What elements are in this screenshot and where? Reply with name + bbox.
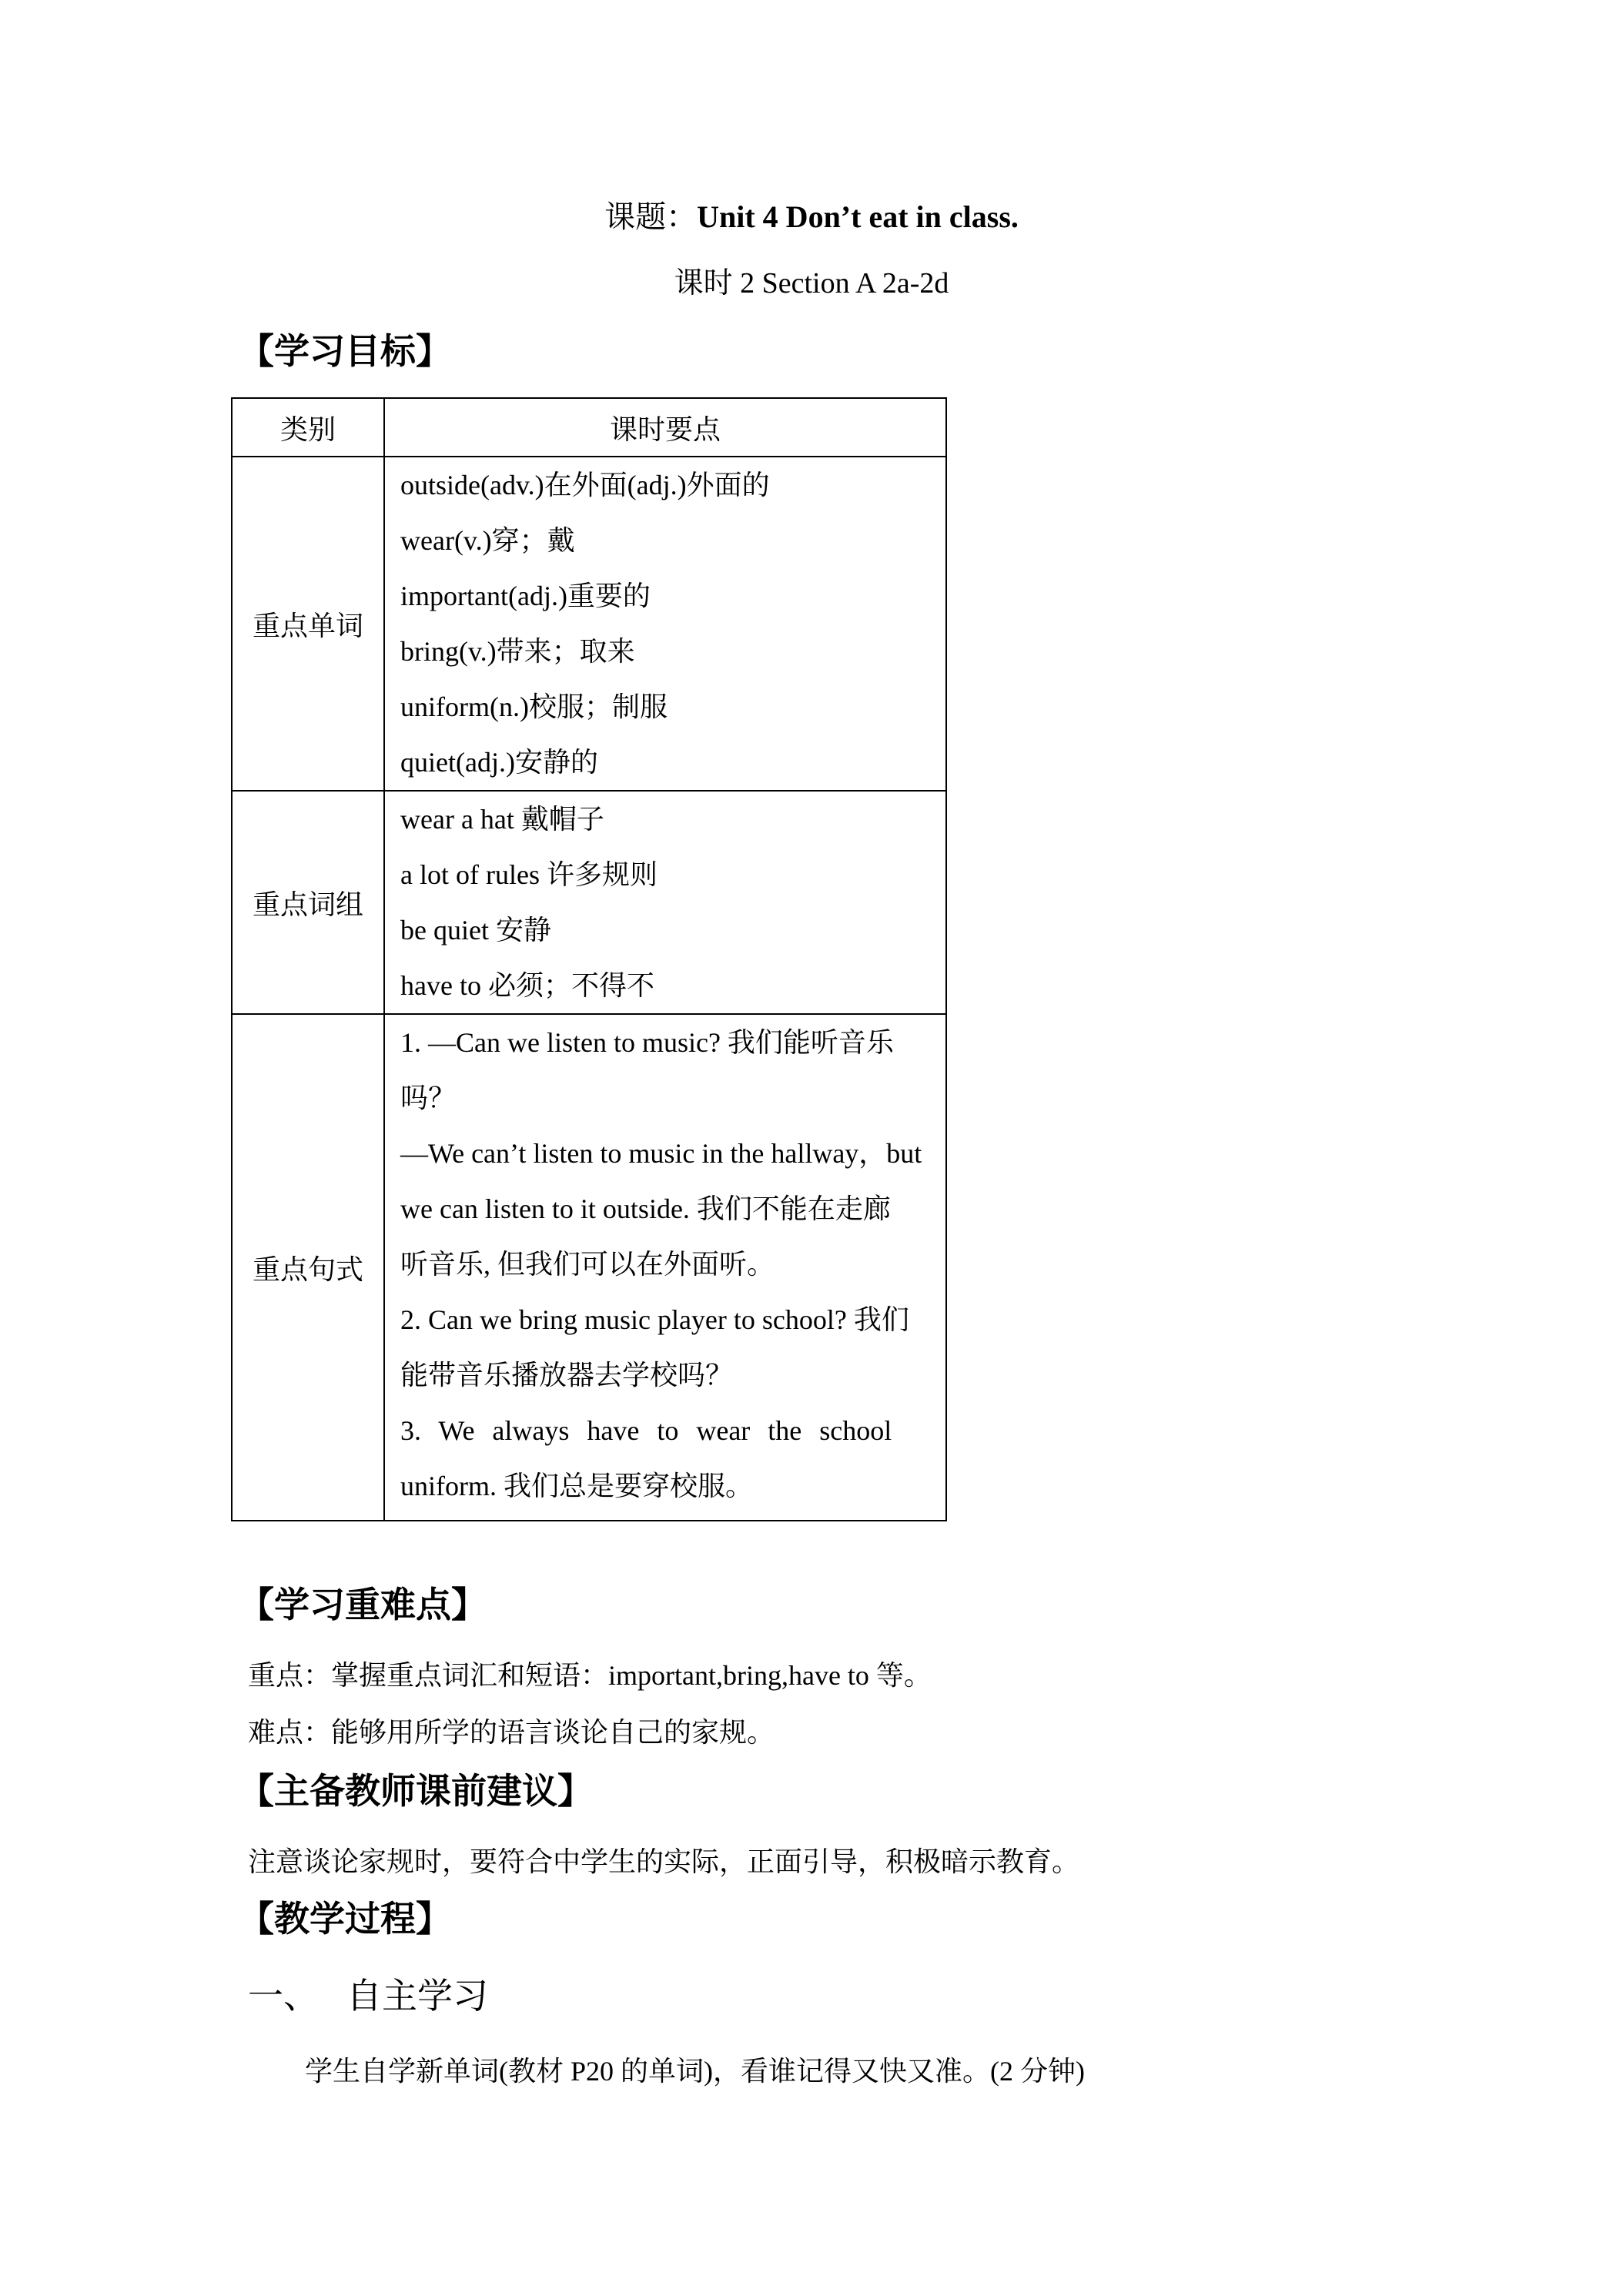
- vocab-item: bring(v.)带来；取来: [400, 636, 635, 667]
- sentence-line: 吗？: [400, 1083, 457, 1113]
- vocab-item: important(adj.)重要的: [400, 581, 651, 611]
- category-phrases: 重点词组: [232, 791, 384, 1014]
- heading-teacher-advice: 【主备教师课前建议】: [239, 1770, 593, 1812]
- vocab-item: outside(adv.)在外面(adj.)外面的: [400, 470, 770, 500]
- category-sentences: 重点句式: [232, 1014, 384, 1521]
- key-point-difficulty: 难点：能够用所学的语言谈论自己的家规。: [248, 1717, 775, 1748]
- sentence-line: 2. Can we bring music player to school? 我们: [400, 1304, 909, 1335]
- sentence-line: —We can’t listen to music in the hallway，but: [400, 1138, 922, 1169]
- teacher-advice-text: 注意谈论家规时，要符合中学生的实际，正面引导，积极暗示教育。: [248, 1846, 1080, 1877]
- phrase-item: be quiet 安静: [400, 915, 551, 946]
- table-header-points: 课时要点: [384, 398, 946, 457]
- lesson-subtitle: 课时 2 Section A 2a-2d: [674, 267, 949, 300]
- vocab-item: wear(v.)穿；戴: [400, 525, 575, 556]
- table-header-row: [232, 398, 946, 457]
- sentence-list: [384, 1014, 946, 1521]
- table-header-category: 类别: [232, 398, 384, 457]
- lesson-title: [0, 194, 1623, 240]
- vocab-item: quiet(adj.)安静的: [400, 747, 598, 778]
- heading-goals: 【学习目标】: [239, 330, 451, 372]
- table-row-sentences: [232, 1014, 946, 1521]
- step-one-title: 自主学习: [346, 1975, 488, 2017]
- category-vocab: 重点单词: [232, 457, 384, 791]
- phrase-item: have to 必须；不得不: [400, 970, 654, 1001]
- phrase-item: wear a hat 戴帽子: [400, 804, 604, 835]
- step-one-number: 一、: [248, 1975, 319, 2017]
- heading-teaching-process: 【教学过程】: [239, 1898, 451, 1940]
- sentence-line: 能带音乐播放器去学校吗？: [400, 1360, 734, 1391]
- sentence-line: 1. —Can we listen to music? 我们能听音乐: [400, 1027, 894, 1058]
- key-point-focus: 重点：掌握重点词汇和短语：important,bring,have to 等。: [248, 1660, 932, 1691]
- sentence-line: 3. We always have to wear the school: [400, 1415, 892, 1446]
- sentence-line: we can listen to it outside. 我们不能在走廊: [400, 1193, 891, 1224]
- heading-key-points: 【学习重难点】: [239, 1584, 487, 1625]
- table-row-vocab: [232, 457, 946, 791]
- step-one-heading: [248, 1971, 488, 2020]
- phrase-item: a lot of rules 许多规则: [400, 859, 658, 890]
- sentence-line: 听音乐, 但我们可以在外面听。: [400, 1249, 775, 1280]
- vocab-list: [384, 457, 946, 791]
- lesson-title-main: Unit 4 Don’t eat in class.: [697, 199, 1019, 234]
- phrase-list: [384, 791, 946, 1014]
- lesson-title-prefix: 课题：: [604, 199, 698, 234]
- goals-table: [231, 397, 947, 1521]
- sentence-line: uniform. 我们总是要穿校服。: [400, 1471, 753, 1501]
- table-row-phrases: [232, 791, 946, 1014]
- vocab-item: uniform(n.)校服；制服: [400, 691, 668, 722]
- step-one-text: 学生自学新单词(教材 P20 的单词)，看谁记得又快又准。(2 分钟): [305, 2056, 1085, 2087]
